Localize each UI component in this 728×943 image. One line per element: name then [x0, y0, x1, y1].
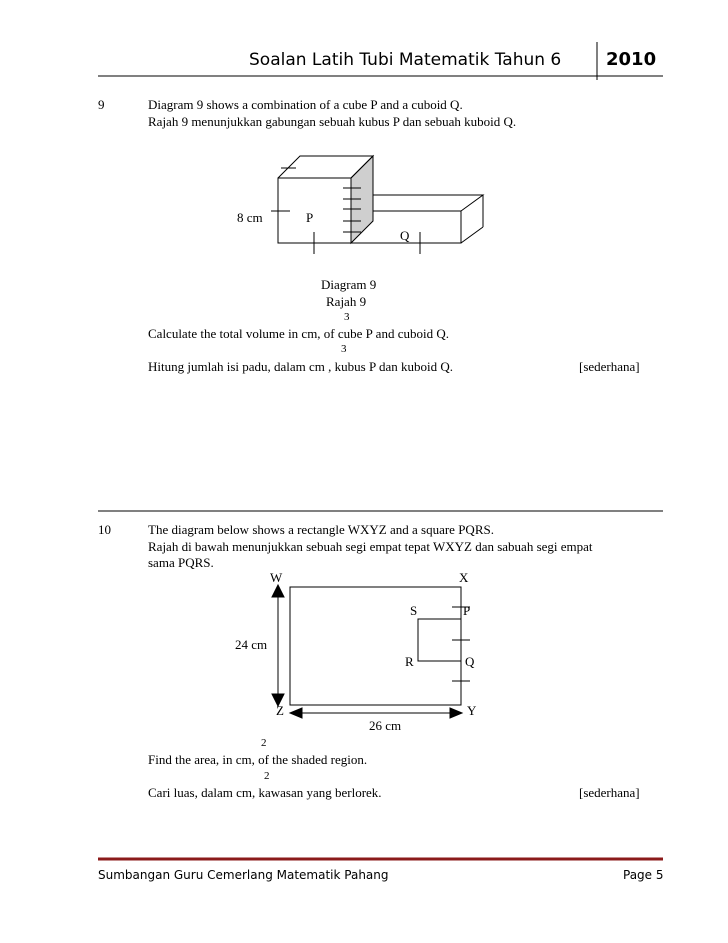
- page-header-year: 2010: [606, 49, 657, 70]
- q9-line-ms: Rajah 9 menunjukkan gabungan sebuah kubus P dan sebuah kuboid Q.: [148, 114, 517, 129]
- footer-left: Sumbangan Guru Cemerlang Matematik Pahang: [98, 868, 389, 882]
- diagram-10: [272, 585, 470, 718]
- q10-line-ms2: sama PQRS.: [148, 555, 214, 570]
- q9-side-label: 8 cm: [237, 210, 263, 225]
- q10-superscript-1: 2: [261, 737, 267, 749]
- arrow-right-icon: [450, 708, 462, 718]
- q9-calc-ms: Hitung jumlah isi padu, dalam cm , kubus P dan kuboid Q.: [148, 359, 453, 374]
- q9-label-p: P: [306, 210, 314, 225]
- q9-superscript-2: 3: [341, 343, 347, 355]
- q10-label-q: Q: [465, 654, 475, 669]
- q10-line-ms1: Rajah di bawah menunjukkan sebuah segi empat tepat WXYZ dan sabuah segi empat: [148, 539, 593, 554]
- q9-caption-ms: Rajah 9: [326, 294, 367, 309]
- q10-label-y: Y: [467, 703, 477, 718]
- q10-label-x: X: [459, 570, 469, 585]
- q10-number: 10: [98, 522, 111, 537]
- q9-number: 9: [98, 97, 105, 112]
- q10-level: [sederhana]: [579, 785, 640, 800]
- q10-line-en: The diagram below shows a rectangle WXYZ and a square PQRS.: [148, 522, 494, 537]
- q10-find-en: Find the area, in cm, of the shaded region.: [148, 752, 368, 767]
- rectangle-wxyz: [290, 587, 461, 705]
- q9-level: [sederhana]: [579, 359, 640, 374]
- q10-find-ms: Cari luas, dalam cm, kawasan yang berlorek.: [148, 785, 382, 800]
- page-header-title: Soalan Latih Tubi Matematik Tahun 6: [249, 50, 562, 70]
- q9-line-en: Diagram 9 shows a combination of a cube P and a cuboid Q.: [148, 97, 463, 112]
- q10-height-label: 24 cm: [235, 637, 268, 652]
- diagram-9: [271, 156, 483, 254]
- arrow-left-icon: [290, 708, 302, 718]
- q9-caption-en: Diagram 9: [321, 277, 377, 292]
- q10-label-p: P: [463, 603, 471, 618]
- q9-calc-en: Calculate the total volume in cm, of cube P and cuboid Q.: [148, 326, 449, 341]
- q10-label-s: S: [410, 603, 418, 618]
- q10-label-w: W: [270, 570, 283, 585]
- q10-label-r: R: [405, 654, 414, 669]
- cuboid-top: [373, 195, 483, 211]
- q9-superscript-1: 3: [344, 311, 350, 323]
- cuboid-bottom-edge: [461, 227, 483, 243]
- q10-label-z: Z: [276, 703, 284, 718]
- q9-label-q: Q: [400, 228, 410, 243]
- q10-width-label: 26 cm: [369, 718, 402, 733]
- footer-page-number: Page 5: [623, 868, 664, 882]
- q10-superscript-2: 2: [264, 770, 270, 782]
- arrow-up-icon: [272, 585, 284, 597]
